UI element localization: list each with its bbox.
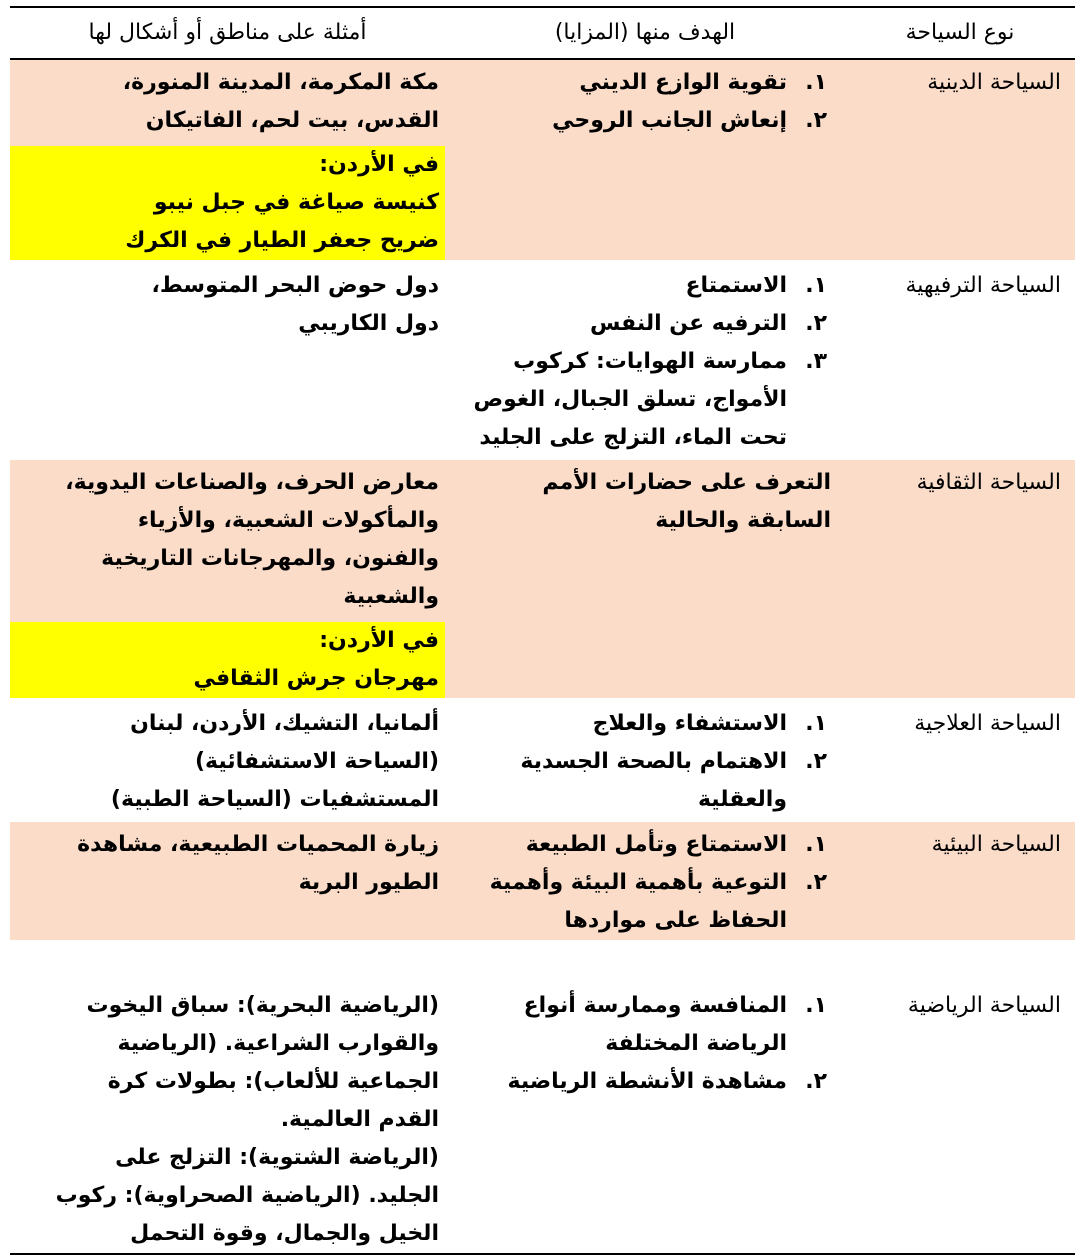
example-line: والشعبية	[343, 584, 439, 609]
goal-text-line: السابقة والحالية	[655, 508, 831, 533]
tourism-examples	[10, 459, 445, 700]
row-spacer	[10, 947, 439, 987]
highlight-line: كنيسة صياغة في جبل نيبو	[153, 190, 439, 215]
example-line: الطيور البرية	[298, 870, 439, 895]
example-line: دول حوض البحر المتوسط،	[151, 273, 439, 298]
example-line: المستشفيات (السياحة الطبية)	[110, 787, 439, 812]
highlight-line: مهرجان جرش الثقافي	[193, 666, 439, 691]
tourism-type	[845, 942, 1075, 1255]
example-line: (السياحة الاستشفائية)	[195, 749, 439, 774]
goal-item: تقوية الوازع الديني	[579, 70, 787, 95]
table-row	[10, 459, 1075, 700]
goal-item: الترفيه عن النفس	[589, 311, 787, 336]
tourism-type: السياحة البيئية	[845, 821, 1075, 942]
tourism-goals	[445, 942, 845, 1255]
goal-item: إنعاش الجانب الروحي	[552, 108, 787, 133]
tourism-goals	[445, 700, 845, 821]
example-line: الخيل والجمال، وقوة التحمل	[130, 1221, 439, 1246]
goal-item: التوعية بأهمية البيئة وأهمية الحفاظ على مواردها	[489, 870, 787, 933]
goal-item: الاستمتاع	[685, 273, 787, 298]
tourism-goals	[445, 459, 845, 700]
goal-item: الاستشفاء والعلاج	[592, 711, 787, 736]
goal-item: المنافسة وممارسة أنواع الرياضة المختلفة	[523, 993, 787, 1056]
highlight-line: ضريح جعفر الطيار في الكرك	[125, 228, 439, 253]
table-header-row	[10, 7, 1075, 59]
example-line: الجماعية للألعاب): بطولات كرة	[107, 1069, 439, 1094]
tourism-examples	[10, 59, 445, 262]
goal-item: ممارسة الهوايات: كركوب الأمواج، تسلق الجبال، الغوص تحت الماء، التزلج على الجليد	[473, 349, 787, 450]
table-row	[10, 59, 1075, 262]
tourism-type: السياحة الثقافية	[845, 459, 1075, 700]
header-examples: أمثلة على مناطق أو أشكال لها	[88, 20, 367, 45]
highlight-line: في الأردن:	[319, 628, 439, 653]
tourism-type: السياحة العلاجية	[845, 700, 1075, 821]
example-line: الجليد. (الرياضية الصحراوية): ركوب	[55, 1183, 439, 1208]
tourism-goals	[445, 821, 845, 942]
example-line: زيارة المحميات الطبيعية، مشاهدة	[77, 832, 439, 857]
tourism-examples	[10, 942, 445, 1255]
highlight-line: في الأردن:	[319, 152, 439, 177]
example-line: مكة المكرمة، المدينة المنورة،	[122, 70, 439, 95]
table-row	[10, 262, 1075, 459]
example-line: معارض الحرف، والصناعات اليدوية،	[65, 470, 439, 495]
jordan-highlight	[10, 622, 445, 698]
tourism-examples	[10, 700, 445, 821]
goal-item: الاستمتاع وتأمل الطبيعة	[525, 832, 787, 857]
header-type: نوع السياحة	[905, 20, 1015, 45]
tourism-table-page	[10, 6, 1075, 1255]
tourism-goals	[445, 59, 845, 262]
header-goal: الهدف منها (المزايا)	[554, 20, 736, 45]
tourism-type: السياحة الترفيهية	[845, 262, 1075, 459]
table-row	[10, 821, 1075, 942]
jordan-highlight	[10, 146, 445, 260]
goal-item: الاهتمام بالصحة الجسدية والعقلية	[520, 749, 787, 812]
example-line: (الرياضية البحرية): سباق اليخوت	[86, 993, 439, 1018]
example-line: دول الكاريبي	[298, 311, 439, 336]
tourism-types-table	[10, 6, 1075, 1255]
example-line: والقوارب الشراعية. (الرياضية	[117, 1031, 439, 1056]
tourism-examples	[10, 262, 445, 459]
example-line: والمأكولات الشعبية، والأزياء	[137, 508, 439, 533]
table-row	[10, 700, 1075, 821]
goal-text-line: التعرف على حضارات الأمم	[542, 470, 831, 495]
row-spacer	[451, 947, 839, 987]
tourism-type: السياحة الدينية	[845, 59, 1075, 262]
example-line: القدم العالمية.	[280, 1107, 439, 1132]
table-row	[10, 942, 1075, 1255]
tourism-type-label: السياحة الرياضية	[907, 993, 1061, 1018]
example-line: (الرياضة الشتوية): التزلج على	[115, 1145, 439, 1170]
example-line: القدس، بيت لحم، الفاتيكان	[145, 108, 439, 133]
goal-item: مشاهدة الأنشطة الرياضية	[507, 1069, 787, 1094]
example-line: ألمانيا، التشيك، الأردن، لبنان	[130, 711, 439, 736]
tourism-goals	[445, 262, 845, 459]
tourism-examples	[10, 821, 445, 942]
row-spacer	[851, 947, 1061, 987]
example-line: والفنون، والمهرجانات التاريخية	[101, 546, 439, 571]
